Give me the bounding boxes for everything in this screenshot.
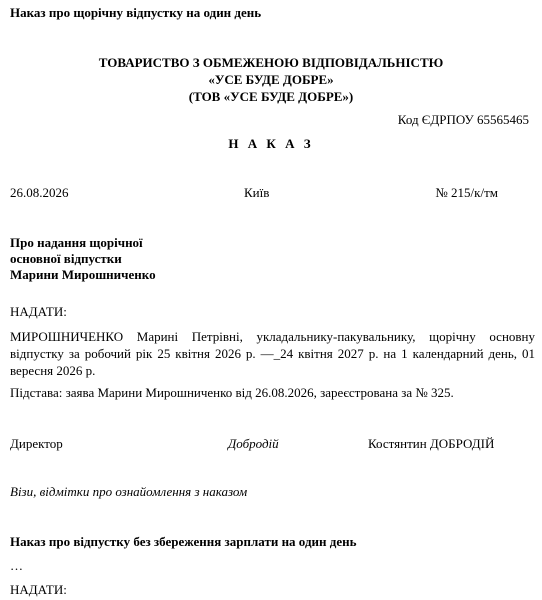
subject-line2: основної відпустки xyxy=(10,251,122,266)
visas-note: Візи, відмітки про ознайомлення з наказом xyxy=(10,484,248,499)
grant-label: НАДАТИ: xyxy=(10,304,67,319)
company-name-line2: «УСЕ БУДЕ ДОБРЕ» xyxy=(208,72,334,87)
order-number: № 215/к/тм xyxy=(435,185,498,200)
document-heading: Наказ про щорічну відпустку на один день xyxy=(10,5,262,20)
signature-position: Директор xyxy=(10,436,63,451)
grant-label-2: НАДАТИ: xyxy=(10,582,67,597)
signatory-name: Костянтин ДОБРОДІЙ xyxy=(368,436,495,451)
order-title: Н А К А З xyxy=(228,136,314,151)
subject-line3: Марини Мирошниченко xyxy=(10,267,156,282)
company-name-line1: ТОВАРИСТВО З ОБМЕЖЕНОЮ ВІДПОВІДАЛЬНІСТЮ xyxy=(98,55,444,70)
second-document-heading: Наказ про відпустку без збереження зарплати на один день xyxy=(10,534,357,549)
signature: Добродій xyxy=(228,436,279,451)
order-city: Київ xyxy=(244,185,270,200)
order-date: 26.08.2026 xyxy=(10,185,69,200)
subject-line1: Про надання щорічної xyxy=(10,235,143,250)
company-name-short: (ТОВ «УСЕ БУДЕ ДОБРЕ») xyxy=(188,89,354,104)
ellipsis: … xyxy=(10,558,23,573)
basis-text: Підстава: заява Марини Мирошниченко від 26.08.2026, зареєстрована за № 325. xyxy=(10,385,454,400)
grant-text: МИРОШНИЧЕНКО Марині Петрівні, укладальнику-пакувальнику, щорічну основну відпустку за робочий рік 25 квітня 2026 р. —_24 квітня 2027 р. на 1 календарний день, 01 вересня 2026 р. xyxy=(10,329,535,378)
edrpou-code: Код ЄДРПОУ 65565465 xyxy=(397,112,529,127)
